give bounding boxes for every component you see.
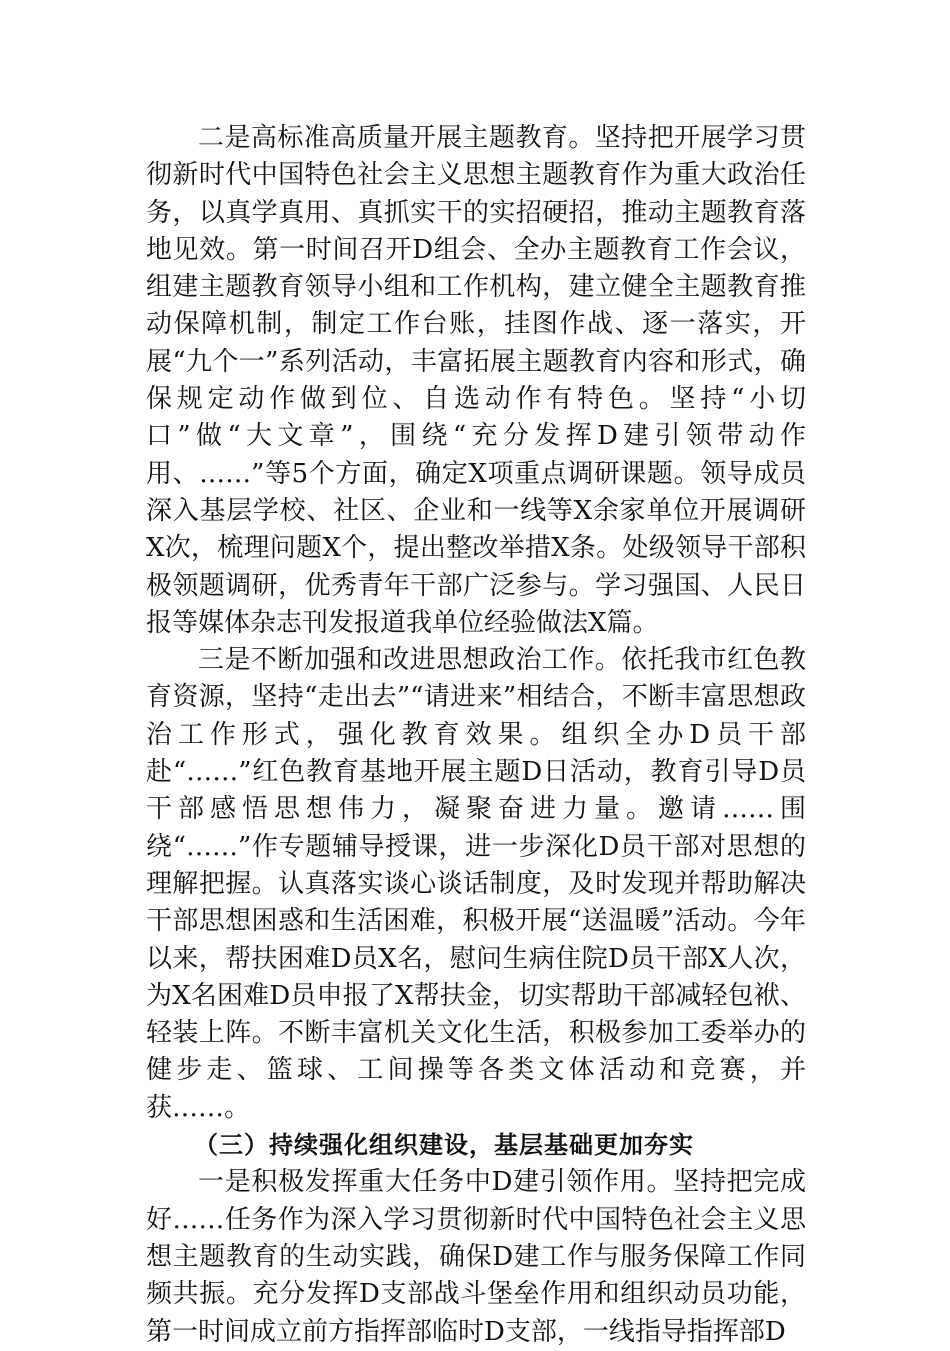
document-body <box>146 120 806 1351</box>
paragraph-ideological-work: 三是不断加强和改进思想政治工作。依托我市红色教育资源，坚持“走出去”“请进来”相结合，不断丰富思想政治工作形式，强化教育效果。组织全办D员干部赴“……”红色教育基地开展主题D日活动，教育引导D员干部感悟思想伟力，凝聚奋进力量。邀请……围绕“……”作专题辅导授课，进一步深化D员干部对思想的理解把握。认真落实谈心谈话制度，及时发现并帮助解决干部思想困惑和生活困难，积极开展“送温暖”活动。今年以来，帮扶困难D员X名，慰问生病住院D员干部X人次，为X名困难D员申报了X帮扶金，切实帮助干部减轻包袱、轻装上阵。不断丰富机关文化生活，积极参加工委举办的健步走、篮球、工间操等各类文体活动和竞赛，并获……。 <box>146 645 806 1123</box>
section-heading: （三）持续强化组织建设，基层基础更加夯实 <box>194 1131 694 1160</box>
paragraph-organization-building: 一是积极发挥重大任务中D建引领作用。坚持把完成好……任务作为深入学习贯彻新时代中国特色社会主义思想主题教育的生动实践，确保D建工作与服务保障工作同频共振。充分发挥D支部战斗堡垒作用和组织动员功能，第一时间成立前方指挥部临时D支部，一线指导指挥部D <box>146 1167 806 1347</box>
paragraph-theme-education: 二是高标准高质量开展主题教育。坚持把开展学习贯彻新时代中国特色社会主义思想主题教育作为重大政治任务，以真学真用、真抓实干的实招硬招，推动主题教育落地见效。第一时间召开D组会、全办主题教育工作会议，组建主题教育领导小组和工作机构，建立健全主题教育推动保障机制，制定工作台账，挂图作战、逐一落实，开展“九个一”系列活动，丰富拓展主题教育内容和形式，确保规定动作做到位、自选动作有特色。坚持“小切口”做“大文章”，围绕“充分发挥D建引领带动作用、……”等5个方面，确定X项重点调研课题。领导成员深入基层学校、社区、企业和一线等X余家单位开展调研X次，梳理问题X个，提出整改举措X条。处级领导干部积极领题调研，优秀青年干部广泛参与。学习强国、人民日报等媒体杂志刊发报道我单位经验做法X篇。 <box>146 123 806 638</box>
